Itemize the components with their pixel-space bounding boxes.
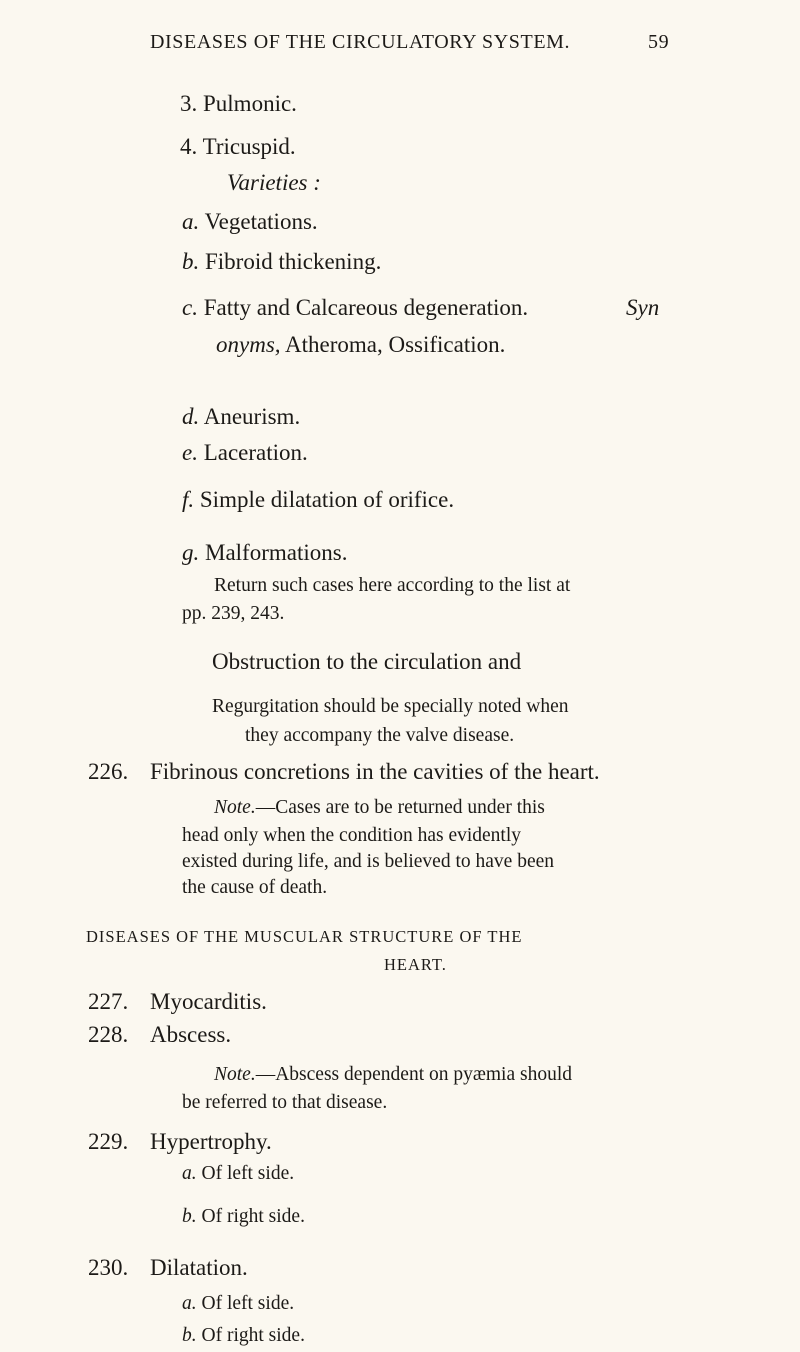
variety-g	[182, 541, 347, 564]
sub-item-a	[182, 1294, 294, 1314]
variety-letter: e.	[182, 440, 198, 465]
item-title: Myocarditis.	[150, 989, 267, 1014]
sub-item-text: Of left side.	[201, 1163, 295, 1184]
item-number: 228.	[88, 1022, 129, 1047]
variety-letter: a.	[182, 209, 200, 234]
sub-item-letter: a.	[182, 1163, 197, 1184]
variety-text: Fatty and Calcareous degeneration.	[203, 295, 529, 320]
note-line-1	[214, 798, 545, 818]
variety-text: Aneurism.	[203, 404, 301, 429]
return-note-line-2: pp. 239, 243.	[182, 603, 285, 624]
synonyms-line	[216, 333, 505, 356]
valve-item-pulmonic: 3. Pulmonic.	[180, 91, 297, 116]
sub-item-letter: a.	[182, 1293, 197, 1314]
variety-b	[182, 250, 381, 273]
obstruction-heading: Obstruction to the circulation and	[212, 649, 522, 674]
note-text: —Abscess dependent on pyæmia should	[255, 1064, 573, 1085]
variety-letter: c.	[182, 295, 198, 320]
item-title: Abscess.	[150, 1022, 232, 1047]
regurgitation-line-2: they accompany the valve disease.	[245, 725, 515, 746]
valve-item-tricuspid: 4. Tricuspid.	[180, 134, 296, 159]
sub-item-a	[182, 1164, 294, 1184]
section-heading-line-1: DISEASES OF THE MUSCULAR STRUCTURE OF THE	[86, 927, 523, 946]
sub-item-letter: b.	[182, 1206, 197, 1227]
variety-c	[182, 296, 528, 319]
varieties-heading: Varieties :	[227, 170, 321, 195]
variety-letter: f.	[182, 487, 195, 512]
item-number: 229.	[88, 1129, 129, 1154]
note-line-1	[214, 1065, 572, 1085]
running-title: DISEASES OF THE CIRCULATORY SYSTEM.	[150, 31, 571, 53]
sub-item-text: Of left side.	[201, 1293, 295, 1314]
variety-text: Simple dilatation of orifice.	[199, 487, 455, 512]
note-label: Note.	[214, 797, 256, 818]
item-title: Dilatation.	[150, 1255, 248, 1280]
sub-item-b	[182, 1326, 305, 1346]
sub-item-letter: b.	[182, 1325, 197, 1346]
variety-e	[182, 441, 308, 464]
variety-text: Vegetations.	[204, 209, 318, 234]
synonyms-text: Atheroma, Ossification.	[285, 332, 506, 357]
page-number: 59	[648, 31, 670, 53]
variety-letter: d.	[182, 404, 200, 429]
item-number: 227.	[88, 989, 129, 1014]
note-line-2: be referred to that disease.	[182, 1092, 388, 1113]
variety-a	[182, 210, 318, 233]
note-label: Note.	[214, 1064, 256, 1085]
item-number: 230.	[88, 1255, 129, 1280]
variety-text: Laceration.	[203, 440, 308, 465]
note-line-4: the cause of death.	[182, 877, 328, 898]
variety-d	[182, 405, 300, 428]
variety-letter: b.	[182, 249, 200, 274]
variety-text: Malformations.	[205, 540, 348, 565]
regurgitation-line-1: Regurgitation should be specially noted when	[212, 696, 569, 717]
return-note-line-1: Return such cases here according to the list at	[214, 575, 571, 596]
note-text: —Cases are to be returned under this	[255, 797, 545, 818]
variety-text: Fibroid thickening.	[205, 249, 382, 274]
sub-item-text: Of right side.	[201, 1206, 305, 1227]
section-heading-line-2: HEART.	[384, 955, 447, 974]
sub-item-text: Of right side.	[201, 1325, 305, 1346]
variety-letter: g.	[182, 540, 200, 565]
note-line-2: head only when the condition has evidently	[182, 825, 522, 846]
note-line-3: existed during life, and is believed to have been	[182, 851, 555, 872]
item-title: Fibrinous concretions in the cavities of the heart.	[150, 759, 600, 784]
sub-item-b	[182, 1207, 305, 1227]
synonyms-label-end: onyms,	[216, 332, 281, 357]
item-number: 226.	[88, 759, 129, 784]
variety-f	[182, 488, 454, 511]
item-title: Hypertrophy.	[150, 1129, 272, 1154]
synonyms-label-start: Syn	[626, 295, 660, 320]
